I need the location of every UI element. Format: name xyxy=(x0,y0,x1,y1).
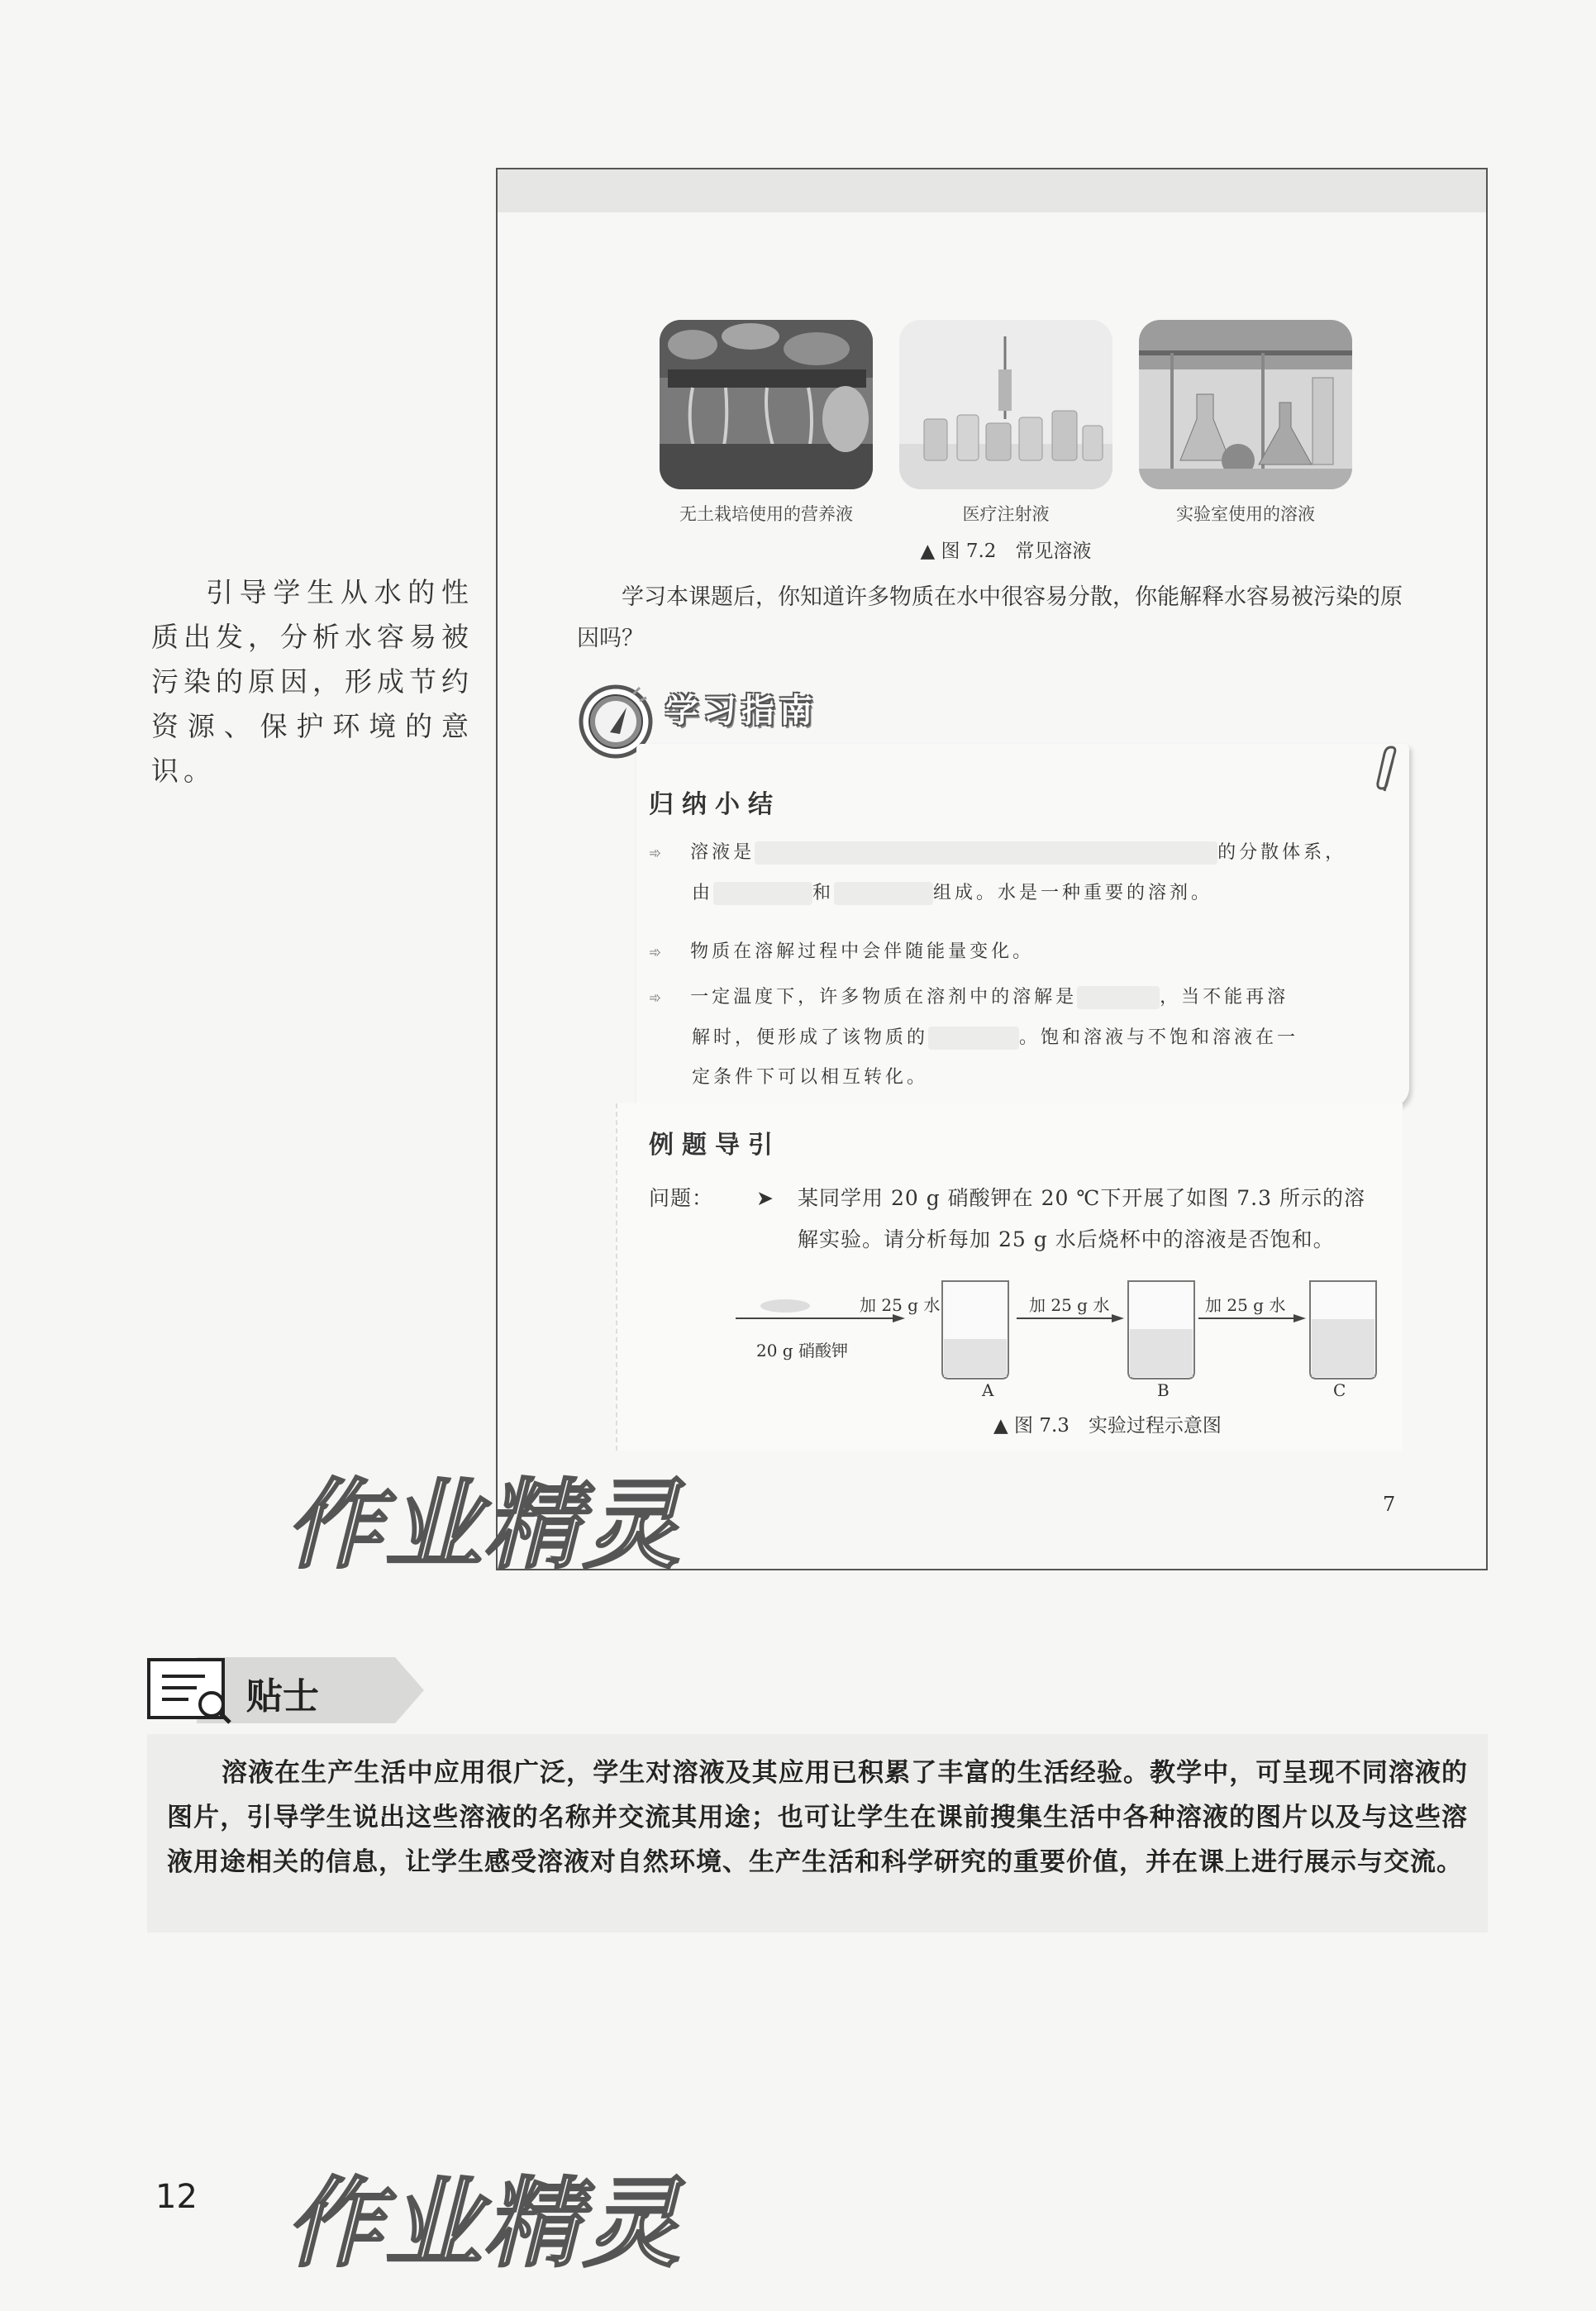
photo-lab-solutions xyxy=(1139,320,1352,489)
caption-lab-solutions: 实验室使用的溶液 xyxy=(1176,504,1315,524)
summary-title: 归纳小结 xyxy=(649,790,781,819)
figure-7-3-caption: ▲ 图 7.3 实验过程示意图 xyxy=(993,1415,1222,1437)
watermark-mid: 作业精灵 xyxy=(285,1468,683,1582)
fill-blank xyxy=(928,1027,1019,1050)
beaker-label-a: A xyxy=(982,1380,994,1400)
beaker-label-b: B xyxy=(1157,1380,1170,1400)
tips-label: 贴士 xyxy=(246,1675,319,1718)
fill-blank xyxy=(755,841,1217,865)
magnifier-note-icon xyxy=(149,1660,231,1726)
fill-blank xyxy=(713,882,812,905)
study-guide-title: 学习指南 xyxy=(665,692,817,730)
add-water-label-3: 加 25 g 水 xyxy=(1205,1295,1286,1315)
example-title: 例题导引 xyxy=(649,1131,781,1160)
summary-item-2: ➾ 物质在溶解过程中会伴随能量变化。 xyxy=(649,941,1035,962)
bullet-icon: ➾ xyxy=(649,989,665,1007)
arrow-marker: ➤ xyxy=(756,1186,774,1210)
fill-blank xyxy=(834,882,933,905)
intro-text: 学习本课题后，你知道许多物质在水中很容易分散，你能解释水容易被污染的原因吗？ xyxy=(577,584,1403,651)
example-line-2: 解实验。请分析每加 25 g 水后烧杯中的溶液是否饱和。 xyxy=(798,1227,1335,1251)
bullet-icon: ➾ xyxy=(649,944,665,961)
summary-item-1: ➾ 溶液是 的分散体系， 由 和 组成。水是一种重要的溶剂。 xyxy=(649,842,1347,903)
fill-blank xyxy=(1077,986,1160,1009)
side-note: 引导学生从水的性质出发，分析水容易被污染的原因，形成节约资源、保护环境的意识。 xyxy=(151,576,474,787)
solid-label: 20 g 硝酸钾 xyxy=(756,1341,848,1360)
question-label: 问题： xyxy=(649,1186,714,1210)
summary-item-3: ➾ 一定温度下，许多物质在溶剂中的溶解是 ，当不能再溶 解时，便形成了该物质的 。饱和溶液与不饱和溶液在一 定条件下可以相互转化。 xyxy=(649,987,1299,1088)
figure-7-2-caption: ▲ 图 7.2 常见溶液 xyxy=(920,541,1092,562)
example-line-1: 某同学用 20 g 硝酸钾在 20 ℃下开展了如图 7.3 所示的溶 xyxy=(798,1186,1365,1210)
caption-injection: 医疗注射液 xyxy=(962,504,1050,524)
photo-injection xyxy=(899,320,1112,489)
add-water-label-2: 加 25 g 水 xyxy=(1029,1295,1110,1315)
photo-hydroponics xyxy=(660,320,873,489)
tips-box xyxy=(147,1734,1488,1932)
beaker-label-c: C xyxy=(1333,1380,1346,1400)
paperclip-icon xyxy=(1376,746,1401,795)
experiment-diagram xyxy=(736,1265,1397,1405)
tips-banner xyxy=(147,1653,428,1727)
page-number: 12 xyxy=(155,2178,198,2216)
bullet-icon: ➾ xyxy=(649,845,665,862)
caption-hydroponics: 无土栽培使用的营养液 xyxy=(679,504,853,524)
add-water-label-1: 加 25 g 水 xyxy=(860,1295,941,1315)
inner-page-header-band xyxy=(498,169,1486,212)
inner-page-number: 7 xyxy=(1383,1493,1396,1516)
tips-text: 溶液在生产生活中应用很广泛，学生对溶液及其应用已积累了丰富的生活经验。教学中，可呈现不同溶液的图片，引导学生说出这些溶液的名称并交流其用途；也可让学生在课前搜集生活中各种溶液的图片以及与这些溶液用途相关的信息，让学生感受溶液对自然环境、生产生活和科学研究的重要价值，并在课上进行展示与交流。 xyxy=(167,1758,1468,1877)
watermark-bottom: 作业精灵 xyxy=(285,2166,683,2280)
